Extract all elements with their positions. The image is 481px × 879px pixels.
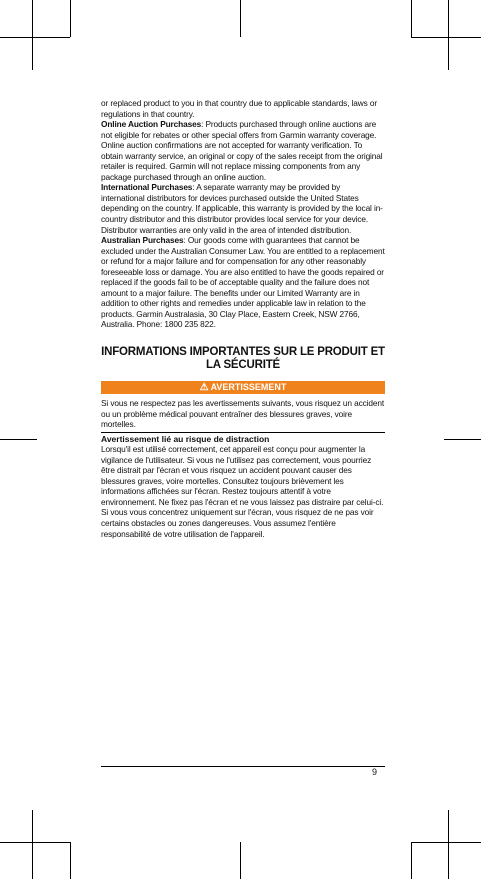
distraction-text: Lorsqu'il est utilisé correctement, cet appareil est conçu pour augmenter la vigilance de l'utilisateur. Si vous ne l'utilisez pas correctement, vous pourriez être distrait par l'écran et vous risquez un accident pouvant causer des blessures graves, voire mortelles. Consultez toujours brièvement les informations affichées sur l'écran. Restez toujours attentif à votre environnement. Ne fixez pas l'écran et ne vous laissez pas distraire par celui-ci. Si vous vous concentrez uniquement sur l'écran, vous risquez de ne pas voir certains obstacles ou zones dangereuses. Vous assumez l'entière responsabilité de votre utilisation de l'appareil.: [101, 444, 384, 539]
online-auction-paragraph: [101, 119, 385, 182]
warning-bar: [101, 381, 385, 394]
crop-mark-top-center: [240, 0, 241, 37]
warning-triangle-icon: ⚠: [199, 382, 209, 394]
crop-mark-tl-v2: [70, 0, 71, 37]
international-text: : A separate warranty may be provided by international distributors for devices purchased outside the United States depending on the country. If applicable, this warranty is provided by the local in-country distributor and this distributor provides local service for your device. Distributor warranties are only valid in the area of intended distribution.: [101, 182, 383, 235]
warranty-continuation: or replaced product to you in that country due to applicable standards, laws or regulations in that country.: [101, 98, 378, 119]
crop-mark-bl-v: [32, 810, 33, 879]
crop-mark-br-h: [411, 842, 481, 843]
crop-mark-br-v2: [411, 842, 412, 879]
distraction-title: Avertissement lié au risque de distraction: [101, 432, 385, 445]
crop-mark-tl-v: [32, 0, 33, 70]
australian-title: Australian Purchases: [101, 235, 184, 246]
crop-mark-bl-v2: [70, 842, 71, 879]
australian-paragraph: [101, 235, 385, 330]
crop-mark-br-v: [448, 810, 449, 879]
crop-mark-tr-v: [448, 0, 449, 70]
crop-mark-tr-h: [411, 37, 481, 38]
crop-mark-tl-h: [0, 37, 70, 38]
warning-text: Si vous ne respectez pas les avertissements suivants, vous risquez un accident ou un problème médical pouvant entraîner des blessures graves, voire mortelles.: [101, 398, 385, 430]
australian-text: : Our goods come with guarantees that cannot be excluded under the Australian Consumer Law. You are entitled to a replacement or refund for a major failure and for compensation for any other reasonably foreseeable loss or damage. You are also entitled to have the goods repaired or replaced if the goods fail to be of acceptable quality and the failure does not amount to a major failure. The benefits under our Limited Warranty are in addition to other rights and remedies under applicable law in relation to the products. Garmin Australasia, 30 Clay Place, Eastern Creek, NSW 2766, Australia. Phone: 1800 235 822.: [101, 235, 385, 330]
footer-rule: [101, 766, 385, 767]
page-number: 9: [372, 767, 378, 777]
international-paragraph: [101, 182, 385, 235]
crop-mark-tr-v2: [411, 0, 412, 37]
crop-mark-right-mid: [444, 439, 481, 440]
page-content: [101, 98, 385, 539]
crop-mark-bl-h: [0, 842, 70, 843]
warning-label: AVERTISSEMENT: [210, 382, 287, 393]
online-auction-title: Online Auction Purchases: [101, 119, 202, 130]
section-heading: INFORMATIONS IMPORTANTES SUR LE PRODUIT ET LA SÉCURITÉ: [101, 346, 385, 371]
international-title: International Purchases: [101, 182, 193, 193]
crop-mark-left-mid: [0, 439, 37, 440]
crop-mark-bottom-center: [240, 842, 241, 879]
online-auction-text: : Products purchased through online auctions are not eligible for rebates or other special offers from Garmin warranty coverage. Online auction confirmations are not accepted for warranty verification. To obtain warranty service, an original or copy of the sales receipt from the original retailer is required. Garmin will not replace missing components from any package purchased through an online auction.: [101, 119, 383, 182]
